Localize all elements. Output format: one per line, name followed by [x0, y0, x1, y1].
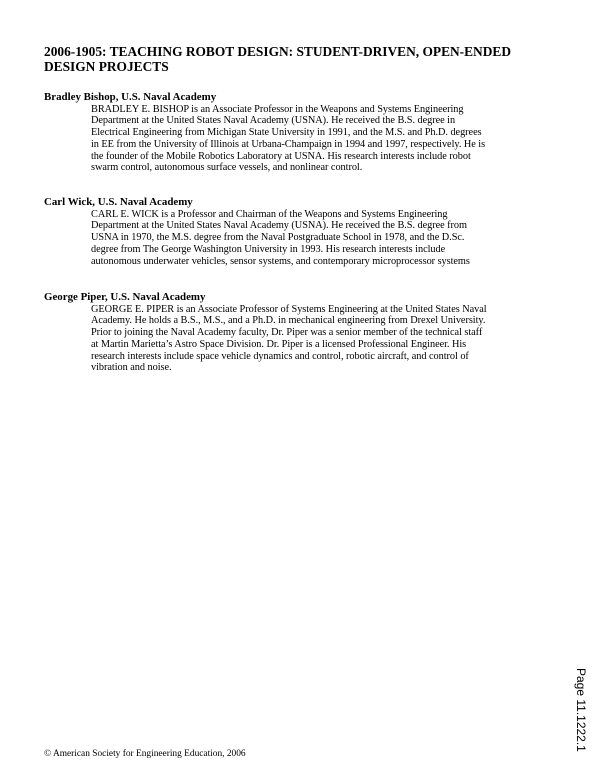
bio-line: in EE from the University of Illinois at Urbana-Champaign in 1994 and 1997, respectively. He is — [91, 138, 486, 150]
bio-line: CARL E. WICK is a Professor and Chairman of the Weapons and Systems Engineering — [91, 208, 448, 220]
author-bio — [91, 104, 556, 175]
author-bio — [91, 304, 556, 375]
bio-line: GEORGE E. PIPER is an Associate Professor of Systems Engineering at the United States Naval — [91, 303, 487, 315]
bio-line: BRADLEY E. BISHOP is an Associate Professor in the Weapons and Systems Engineering — [91, 103, 464, 115]
author-heading: Carl Wick, U.S. Naval Academy — [44, 196, 193, 208]
bio-line: Department at the United States Naval Academy (USNA). He received the B.S. degree in — [91, 115, 456, 127]
bio-line: swarm control, autonomous surface vessels, and nonlinear control. — [91, 162, 363, 174]
author-section-piper — [44, 291, 556, 374]
bio-line: autonomous underwater vehicles, sensor systems, and contemporary microprocessor systems — [91, 255, 470, 267]
bio-line: the founder of the Mobile Robotics Laboratory at USNA. His research interests include robot — [91, 150, 471, 162]
bio-line: degree from The George Washington University in 1993. His research interests include — [91, 243, 446, 255]
bio-line: Electrical Engineering from Michigan State University in 1991, and the M.S. and Ph.D. degrees — [91, 127, 482, 139]
bio-line: Academy. He holds a B.S., M.S., and a Ph.D. in mechanical engineering from Drexel University. — [91, 315, 486, 327]
author-section-wick — [44, 196, 556, 267]
bio-line: research interests include space vehicle dynamics and control, robotic aircraft, and control of — [91, 350, 469, 362]
author-heading: George Piper, U.S. Naval Academy — [44, 291, 206, 303]
paper-title-line: DESIGN PROJECTS — [44, 59, 169, 74]
bio-line: Department at the United States Naval Academy (USNA). He received the B.S. degree from — [91, 220, 467, 232]
author-section-bishop — [44, 91, 556, 174]
bio-line: Prior to joining the Naval Academy faculty, Dr. Piper was a senior member of the technical staff — [91, 327, 483, 339]
author-heading: Bradley Bishop, U.S. Naval Academy — [44, 91, 217, 103]
page-number: Page 11.1222.1 — [574, 668, 588, 752]
bio-line: at Martin Marietta’s Astro Space Division. Dr. Piper is a licensed Professional Engineer. His — [91, 338, 467, 350]
bio-line: USNA in 1970, the M.S. degree from the Naval Postgraduate School in 1978, and the D.Sc. — [91, 232, 465, 244]
bio-line: vibration and noise. — [91, 362, 172, 374]
copyright-notice: © American Society for Engineering Education, 2006 — [44, 749, 246, 759]
paper-title-line: 2006-1905: TEACHING ROBOT DESIGN: STUDENT-DRIVEN, OPEN-ENDED — [44, 44, 512, 59]
paper-title — [44, 44, 544, 74]
author-bio — [91, 209, 556, 268]
